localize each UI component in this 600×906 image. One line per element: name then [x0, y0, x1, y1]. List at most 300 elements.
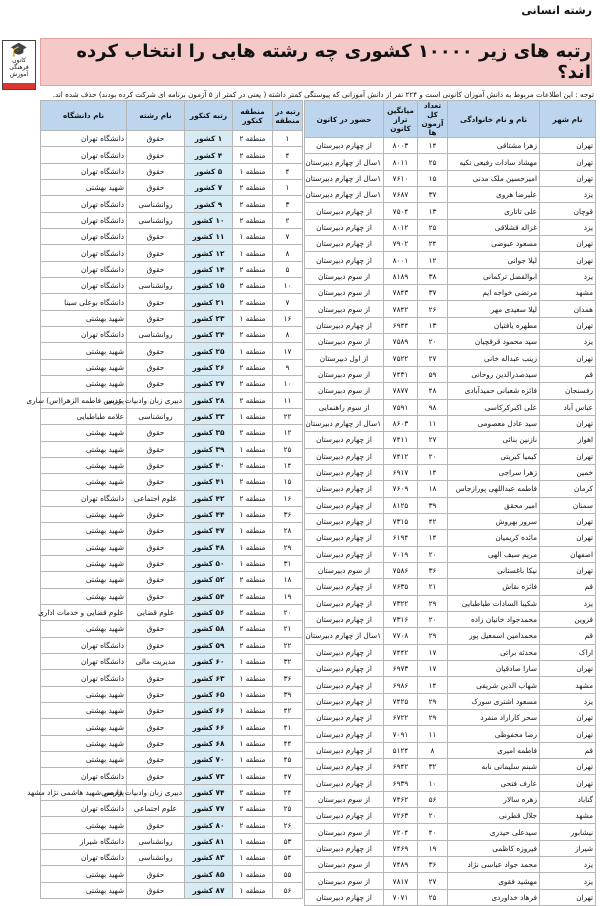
average-score-cell: ۷۶۰۹	[384, 481, 418, 497]
student-name-cell: زهرا مشتاقی	[448, 138, 540, 154]
exam-count-cell: ۵۹	[418, 366, 448, 382]
university-cell: دانشگاه تهران	[41, 147, 127, 163]
major-cell: حقوق	[127, 180, 185, 196]
region-rank-cell: ۴۴	[273, 735, 303, 751]
region-rank-cell: ۲۸	[273, 523, 303, 539]
exam-count-cell: ۱۱	[418, 415, 448, 431]
student-name-cell: عارف فتحی	[448, 775, 540, 791]
student-name-cell: جلال قطرنی	[448, 808, 540, 824]
national-rank-cell: ۸۱ کشور	[185, 833, 233, 849]
national-rank-cell: ۶۶ کشور	[185, 703, 233, 719]
attendance-cell: از سوم دبیرستان	[305, 824, 384, 840]
table-row	[41, 327, 303, 343]
table-row	[305, 546, 596, 562]
region-cell: منطقه ۲	[233, 817, 273, 833]
average-score-cell: ۷۲۰۴	[384, 824, 418, 840]
header-national-rank: رتبه کنکور	[185, 101, 233, 131]
region-rank-cell: ۲۶	[273, 817, 303, 833]
city-cell: تهران	[540, 513, 596, 529]
exam-count-cell: ۱۱	[418, 726, 448, 742]
average-score-cell: ۷۴۱۱	[384, 432, 418, 448]
section-title: رشته انسانی	[521, 4, 592, 17]
exam-count-cell: ۴۰	[418, 824, 448, 840]
major-cell: حقوق	[127, 735, 185, 751]
region-cell: منطقه ۲	[233, 572, 273, 588]
average-score-cell: ۷۸۴۳	[384, 285, 418, 301]
region-rank-cell: ۲۵	[273, 801, 303, 817]
exam-count-cell: ۹۸	[418, 399, 448, 415]
region-cell: منطقه ۱	[233, 654, 273, 670]
attendance-cell: از سوم دبیرستان	[305, 857, 384, 873]
attendance-cell: از سوم دبیرستان	[305, 366, 384, 382]
university-cell: شهید بهشتی	[41, 817, 127, 833]
table-row	[305, 808, 596, 824]
exam-count-cell: ۲۷	[418, 873, 448, 889]
header-city: نام شهر	[540, 101, 596, 138]
city-cell: تهران	[540, 889, 596, 905]
student-name-cell: رضا محفوظی	[448, 726, 540, 742]
average-score-cell: ۷۰۷۱	[384, 889, 418, 905]
university-cell: پردیس شهید هاشمی نژاد مشهد	[41, 784, 127, 800]
table-row	[41, 833, 303, 849]
university-cell: شهید بهشتی	[41, 866, 127, 882]
national-rank-cell: ۳۳ کشور	[185, 408, 233, 424]
region-cell: منطقه ۲	[233, 392, 273, 408]
table-row	[41, 784, 303, 800]
national-rank-cell: ۵۶ کشور	[185, 604, 233, 620]
average-score-cell: ۶۹۸۶	[384, 677, 418, 693]
region-rank-cell: ۴۲	[273, 703, 303, 719]
university-cell: شهید بهشتی	[41, 735, 127, 751]
university-cell: شهید بهشتی	[41, 572, 127, 588]
student-name-cell: مریم سیف الهی	[448, 546, 540, 562]
average-score-cell: ۷۴۸۹	[384, 857, 418, 873]
major-cell: حقوق	[127, 457, 185, 473]
table-row	[41, 539, 303, 555]
average-score-cell: ۶۹۳۹	[384, 775, 418, 791]
average-score-cell: ۷۴۳۱	[384, 366, 418, 382]
major-cell: حقوق	[127, 572, 185, 588]
major-cell: روانشناسی	[127, 408, 185, 424]
major-cell: حقوق	[127, 670, 185, 686]
logo-line: آموزش	[9, 71, 29, 78]
university-cell: شهید بهشتی	[41, 686, 127, 702]
region-rank-cell: ۲۰	[273, 604, 303, 620]
student-name-cell: مائده کریمیان	[448, 530, 540, 546]
region-cell: منطقه ۲	[233, 784, 273, 800]
attendance-cell: از چهارم دبیرستان	[305, 889, 384, 905]
city-cell: اهواز	[540, 432, 596, 448]
table-row	[305, 154, 596, 170]
major-cell: حقوق	[127, 882, 185, 898]
city-cell: اراک	[540, 644, 596, 660]
average-score-cell: ۷۳۲۲	[384, 595, 418, 611]
national-rank-cell: ۱۴ کشور	[185, 261, 233, 277]
attendance-cell: از چهارم دبیرستان	[305, 661, 384, 677]
major-cell: حقوق	[127, 343, 185, 359]
region-rank-cell: ۵۳	[273, 833, 303, 849]
major-cell: روانشناسی	[127, 196, 185, 212]
national-rank-cell: ۲۵ کشور	[185, 343, 233, 359]
table-row	[305, 775, 596, 791]
table-row	[305, 726, 596, 742]
table-row	[41, 703, 303, 719]
national-rank-cell: ۸۷ کشور	[185, 882, 233, 898]
national-rank-cell: ۷۷ کشور	[185, 801, 233, 817]
city-cell: تهران	[540, 775, 596, 791]
region-cell: منطقه ۲	[233, 131, 273, 147]
region-rank-cell: ۵۶	[273, 882, 303, 898]
national-rank-cell: ۶۳ کشور	[185, 670, 233, 686]
note-text: توجه : این اطلاعات مربوط به دانش آموزان کانونی است و ۲۲۴ نفر از دانش آموزانی که پیوستگی کمتر داشته ( یعنی در کمتر از ۵ آزمون برنامه ای شرکت کرده بودند) حذف شده اند.	[52, 90, 594, 99]
region-rank-cell: ۱۹	[273, 588, 303, 604]
national-rank-cell: ۷ کشور	[185, 180, 233, 196]
attendance-cell: از چهارم دبیرستان	[305, 775, 384, 791]
national-rank-cell: ۳۹ کشور	[185, 441, 233, 457]
average-score-cell: ۷۲۶۳	[384, 808, 418, 824]
university-cell: دانشگاه تهران	[41, 212, 127, 228]
average-score-cell: ۷۶۳۵	[384, 579, 418, 595]
region-rank-cell: ۸	[273, 245, 303, 261]
national-rank-cell: ۲۷ کشور	[185, 376, 233, 392]
region-rank-cell: ۲۵	[273, 441, 303, 457]
student-name-cell: سحر کاراراد منفرد	[448, 710, 540, 726]
region-rank-cell: ۳۹	[273, 686, 303, 702]
university-cell: دانشگاه تهران	[41, 245, 127, 261]
exam-count-cell: ۲۷	[418, 350, 448, 366]
city-cell: یزد	[540, 334, 596, 350]
attendance-cell: از چهارم دبیرستان	[305, 693, 384, 709]
region-rank-cell: ۸	[273, 327, 303, 343]
attendance-cell: از چهارم دبیرستان	[305, 464, 384, 480]
table-row	[41, 670, 303, 686]
student-name-cell: مهشاد سادات رفیعی تکیه	[448, 154, 540, 170]
city-cell: یزد	[540, 187, 596, 203]
region-cell: منطقه ۱	[233, 555, 273, 571]
table-row	[41, 621, 303, 637]
region-cell: منطقه ۲	[233, 425, 273, 441]
attendance-cell: از چهارم دبیرستان	[305, 219, 384, 235]
major-cell: حقوق	[127, 506, 185, 522]
region-rank-cell: ۱۴	[273, 457, 303, 473]
student-name-cell: محمدجواد خانیان زاده	[448, 611, 540, 627]
table-row	[305, 464, 596, 480]
university-cell: دانشگاه تهران	[41, 801, 127, 817]
average-score-cell: ۷۴۶۲	[384, 791, 418, 807]
average-score-cell: ۷۵۲۲	[384, 350, 418, 366]
table-row	[41, 229, 303, 245]
city-cell: تهران	[540, 726, 596, 742]
student-name-cell: سارا صادقیان	[448, 661, 540, 677]
attendance-cell: ۱سال از چهارم دبیرستان	[305, 187, 384, 203]
attendance-cell: از چهارم دبیرستان	[305, 138, 384, 154]
student-name-cell: علی تاتاری	[448, 203, 540, 219]
region-cell: منطقه ۲	[233, 621, 273, 637]
major-cell: حقوق	[127, 261, 185, 277]
table-row	[41, 555, 303, 571]
student-name-cell: علیرضا هروی	[448, 187, 540, 203]
city-cell: مشهد	[540, 808, 596, 824]
student-name-cell: شکیبا السادات طباطبایی	[448, 595, 540, 611]
city-cell: یزد	[540, 693, 596, 709]
university-cell: شهید بهشتی	[41, 359, 127, 375]
average-score-cell: ۷۶۱۰	[384, 170, 418, 186]
region-cell: منطقه ۱	[233, 833, 273, 849]
table-row	[305, 285, 596, 301]
region-cell: منطقه ۲	[233, 359, 273, 375]
exam-count-cell: ۱۴	[418, 138, 448, 154]
student-name-cell: محمدامین اسمعیل پور	[448, 628, 540, 644]
table-row	[41, 588, 303, 604]
attendance-cell: از چهارم دبیرستان	[305, 513, 384, 529]
exam-count-cell: ۴۲	[418, 513, 448, 529]
major-cell: مدیریت مالی	[127, 654, 185, 670]
table-row	[305, 889, 596, 905]
table-row	[305, 399, 596, 415]
city-cell: رفسنجان	[540, 383, 596, 399]
student-name-cell: شبنم سلیمانی نابه	[448, 759, 540, 775]
attendance-cell: از چهارم دبیرستان	[305, 710, 384, 726]
attendance-cell: از سوم دبیرستان	[305, 383, 384, 399]
national-rank-cell: ۷۳ کشور	[185, 768, 233, 784]
table-row	[41, 850, 303, 866]
city-cell: اصفهان	[540, 546, 596, 562]
major-cell: دبیری زبان وادبیات عربی	[127, 392, 185, 408]
national-rank-cell: ۳۵ کشور	[185, 425, 233, 441]
table-row	[41, 817, 303, 833]
major-cell: حقوق	[127, 229, 185, 245]
average-score-cell: ۶۹۱۷	[384, 464, 418, 480]
university-cell: شهید بهشتی	[41, 425, 127, 441]
city-cell: تهران	[540, 710, 596, 726]
region-cell: منطقه ۱	[233, 441, 273, 457]
university-cell: شهید بهشتی	[41, 343, 127, 359]
region-cell: منطقه ۱	[233, 768, 273, 784]
exam-count-cell: ۱۴	[418, 530, 448, 546]
table-row	[41, 245, 303, 261]
region-rank-cell: ۳۶	[273, 670, 303, 686]
table-row	[41, 278, 303, 294]
average-score-cell: ۸۰۰۳	[384, 138, 418, 154]
region-rank-cell: ۹	[273, 359, 303, 375]
attendance-cell: از چهارم دبیرستان	[305, 546, 384, 562]
region-rank-cell: ۲۲	[273, 408, 303, 424]
student-name-cell: علی اکبرکرکاسی	[448, 399, 540, 415]
attendance-cell: از چهارم دبیرستان	[305, 677, 384, 693]
exam-count-cell: ۸	[418, 742, 448, 758]
header-region-rank: رتبه در منطقه	[273, 101, 303, 131]
average-score-cell: ۶۹۷۳	[384, 661, 418, 677]
table-row	[305, 628, 596, 644]
table-row	[41, 212, 303, 228]
region-rank-cell: ۳۶	[273, 506, 303, 522]
major-cell: حقوق	[127, 163, 185, 179]
attendance-cell: از سوم دبیرستان	[305, 334, 384, 350]
exam-count-cell: ۱۲	[418, 252, 448, 268]
exam-count-cell: ۱۷	[418, 661, 448, 677]
major-cell: روانشناسی	[127, 212, 185, 228]
table-row	[41, 343, 303, 359]
table-row	[305, 742, 596, 758]
table-row	[41, 490, 303, 506]
university-cell: شهید بهشتی	[41, 376, 127, 392]
table-row	[41, 654, 303, 670]
region-rank-cell: ۱۶	[273, 310, 303, 326]
city-cell: تهران	[540, 759, 596, 775]
major-cell: دبیری زبان وادبیات فارسی	[127, 784, 185, 800]
university-cell: شهید بهشتی	[41, 588, 127, 604]
exam-count-cell: ۲۹	[418, 595, 448, 611]
region-cell: منطقه ۱	[233, 850, 273, 866]
average-score-cell: ۸۰۱۱	[384, 154, 418, 170]
city-cell: نیشابور	[540, 824, 596, 840]
region-rank-cell: ۵۵	[273, 866, 303, 882]
university-cell: شهید بهشتی	[41, 539, 127, 555]
student-name-cell: مسعود عبوضی	[448, 236, 540, 252]
student-name-cell: فائزه شعبانی حمیدآبادی	[448, 383, 540, 399]
table-row	[305, 170, 596, 186]
table-row	[41, 359, 303, 375]
university-cell: شهید بهشتی	[41, 752, 127, 768]
exam-count-cell: ۲۴	[418, 236, 448, 252]
table-row	[41, 752, 303, 768]
student-name-cell: فیروزه کاظمی	[448, 840, 540, 856]
university-cell: دانشگاه تهران	[41, 670, 127, 686]
student-name-cell: فائزه نقاش	[448, 579, 540, 595]
average-score-cell: ۷۷۰۸	[384, 628, 418, 644]
average-score-cell: ۷۹۰۲	[384, 236, 418, 252]
attendance-cell: از چهارم دبیرستان	[305, 497, 384, 513]
region-rank-cell: ۲۱	[273, 621, 303, 637]
region-cell: منطقه ۲	[233, 327, 273, 343]
university-cell: دانشگاه تهران	[41, 654, 127, 670]
exam-count-cell: ۲۰	[418, 611, 448, 627]
region-cell: منطقه ۱	[233, 310, 273, 326]
university-cell: شهید بهشتی	[41, 457, 127, 473]
city-cell: قوچان	[540, 203, 596, 219]
university-cell: دانشگاه تهران	[41, 490, 127, 506]
table-row	[41, 882, 303, 898]
student-name-cell: مهشید فقوی	[448, 873, 540, 889]
table-row	[41, 523, 303, 539]
national-rank-cell: ۱۵ کشور	[185, 278, 233, 294]
region-rank-cell: ۱۱	[273, 392, 303, 408]
student-name-cell: سید عادل معصومی	[448, 415, 540, 431]
table-row	[41, 310, 303, 326]
region-cell: منطقه ۲	[233, 196, 273, 212]
average-score-cell: ۷۵۰۴	[384, 203, 418, 219]
table-row	[41, 768, 303, 784]
region-rank-cell: ۲۴	[273, 784, 303, 800]
students-table	[304, 100, 596, 906]
national-rank-cell: ۱۲ کشور	[185, 245, 233, 261]
attendance-cell: از چهارم دبیرستان	[305, 840, 384, 856]
region-rank-cell: ۳	[273, 196, 303, 212]
region-rank-cell: ۱۲	[273, 425, 303, 441]
table-row	[305, 301, 596, 317]
exam-count-cell: ۳۷	[418, 187, 448, 203]
region-cell: منطقه ۱	[233, 670, 273, 686]
city-cell: قم	[540, 628, 596, 644]
region-rank-cell: ۴	[273, 163, 303, 179]
region-rank-cell: ۴۵	[273, 752, 303, 768]
city-cell: یزد	[540, 595, 596, 611]
konkur-logo	[2, 40, 36, 90]
major-cell: حقوق	[127, 376, 185, 392]
city-cell: یزد	[540, 268, 596, 284]
city-cell: یزد	[540, 873, 596, 889]
average-score-cell: ۷۴۱۲	[384, 448, 418, 464]
university-cell: دانشگاه شیراز	[41, 833, 127, 849]
national-rank-cell: ۵۸ کشور	[185, 621, 233, 637]
attendance-cell: از چهارم دبیرستان	[305, 317, 384, 333]
region-cell: منطقه ۲	[233, 278, 273, 294]
average-score-cell: ۷۶۸۷	[384, 187, 418, 203]
major-cell: حقوق	[127, 441, 185, 457]
region-rank-cell: ۱۰	[273, 376, 303, 392]
average-score-cell: ۷۰۹۱	[384, 726, 418, 742]
exam-count-cell: ۲۰	[418, 546, 448, 562]
table-row	[305, 219, 596, 235]
student-name-cell: فاطمه امیری	[448, 742, 540, 758]
university-cell: شهید بهشتی	[41, 555, 127, 571]
average-score-cell: ۷۵۸۶	[384, 562, 418, 578]
major-cell: علوم اجتماعی	[127, 490, 185, 506]
table-row	[305, 252, 596, 268]
table-row	[41, 376, 303, 392]
exam-count-cell: ۲۹	[418, 710, 448, 726]
national-rank-cell: ۴۱ کشور	[185, 474, 233, 490]
attendance-cell: از چهارم دبیرستان	[305, 432, 384, 448]
table-row	[305, 595, 596, 611]
student-name-cell: امیر محقق	[448, 497, 540, 513]
attendance-cell: از سوم دبیرستان	[305, 285, 384, 301]
attendance-cell: ۱سال از چهارم دبیرستان	[305, 415, 384, 431]
table-row	[305, 873, 596, 889]
region-cell: منطقه ۱	[233, 866, 273, 882]
exam-count-cell: ۲۵	[418, 889, 448, 905]
region-rank-cell: ۱۸	[273, 572, 303, 588]
national-rank-cell: ۲۴ کشور	[185, 327, 233, 343]
city-cell: کرمان	[540, 481, 596, 497]
exam-count-cell: ۱۳	[418, 317, 448, 333]
region-cell: منطقه ۱	[233, 719, 273, 735]
average-score-cell: ۷۴۲۵	[384, 693, 418, 709]
region-rank-cell: ۱۵	[273, 474, 303, 490]
major-cell: حقوق	[127, 555, 185, 571]
major-cell: حقوق	[127, 752, 185, 768]
table-row	[305, 824, 596, 840]
national-rank-cell: ۸۳ کشور	[185, 850, 233, 866]
university-cell: شهید بهشتی	[41, 719, 127, 735]
city-cell: یزد	[540, 219, 596, 235]
table-row	[41, 441, 303, 457]
table-row	[305, 513, 596, 529]
attendance-cell: از چهارم دبیرستان	[305, 611, 384, 627]
attendance-cell: از چهارم دبیرستان	[305, 726, 384, 742]
student-name-cell: زینب عبداله خانی	[448, 350, 540, 366]
university-cell: دانشگاه تهران	[41, 229, 127, 245]
national-rank-cell: ۶۵ کشور	[185, 686, 233, 702]
region-rank-cell: ۱	[273, 131, 303, 147]
header-attendance: حضور در کانون	[305, 101, 384, 138]
exam-count-cell: ۲۰	[418, 808, 448, 824]
attendance-cell: از چهارم دبیرستان	[305, 742, 384, 758]
major-cell: روانشناسی	[127, 833, 185, 849]
exam-count-cell: ۱۵	[418, 170, 448, 186]
region-rank-cell: ۴	[273, 147, 303, 163]
average-score-cell: ۷۵۹۱	[384, 399, 418, 415]
